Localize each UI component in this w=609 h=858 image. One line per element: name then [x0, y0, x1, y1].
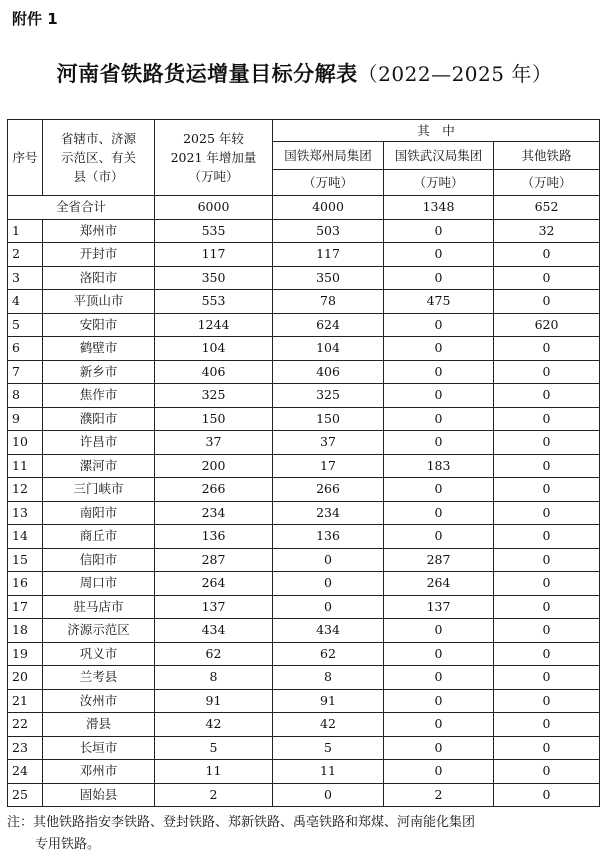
cell-other: 0 — [494, 501, 600, 525]
cell-wuhan: 0 — [384, 619, 494, 643]
cell-increase: 406 — [155, 360, 273, 384]
cell-wuhan: 0 — [384, 431, 494, 455]
cell-wuhan: 0 — [384, 501, 494, 525]
cell-region: 固始县 — [43, 783, 155, 807]
cell-other: 0 — [494, 619, 600, 643]
cell-wuhan: 0 — [384, 384, 494, 408]
total-other: 652 — [494, 196, 600, 220]
cell-region: 开封市 — [43, 243, 155, 267]
cell-wuhan: 0 — [384, 337, 494, 361]
cell-zhengzhou: 0 — [273, 595, 384, 619]
cell-other: 0 — [494, 548, 600, 572]
cell-seq: 14 — [8, 525, 43, 549]
cell-increase: 8 — [155, 666, 273, 690]
cell-zhengzhou: 8 — [273, 666, 384, 690]
cell-seq: 3 — [8, 266, 43, 290]
cell-seq: 6 — [8, 337, 43, 361]
cell-region: 焦作市 — [43, 384, 155, 408]
cell-increase: 200 — [155, 454, 273, 478]
cell-region: 郑州市 — [43, 219, 155, 243]
cell-wuhan: 0 — [384, 313, 494, 337]
table-row — [8, 290, 600, 314]
total-label: 全省合计 — [8, 196, 155, 220]
cell-increase: 266 — [155, 478, 273, 502]
cell-increase: 535 — [155, 219, 273, 243]
cell-wuhan: 183 — [384, 454, 494, 478]
table-row — [8, 243, 600, 267]
header-other: 其他铁路 — [494, 142, 600, 170]
header-other-unit: （万吨） — [494, 170, 600, 196]
cell-region: 安阳市 — [43, 313, 155, 337]
table-header — [8, 120, 600, 196]
header-zhengzhou-unit: （万吨） — [273, 170, 384, 196]
cell-other: 0 — [494, 783, 600, 807]
cell-wuhan: 0 — [384, 360, 494, 384]
cell-increase: 37 — [155, 431, 273, 455]
cell-region: 汝州市 — [43, 689, 155, 713]
cell-region: 三门峡市 — [43, 478, 155, 502]
cell-seq: 25 — [8, 783, 43, 807]
cell-zhengzhou: 266 — [273, 478, 384, 502]
cell-seq: 22 — [8, 713, 43, 737]
cell-seq: 5 — [8, 313, 43, 337]
cell-zhengzhou: 0 — [273, 783, 384, 807]
table-row — [8, 525, 600, 549]
cell-other: 0 — [494, 454, 600, 478]
cell-region: 商丘市 — [43, 525, 155, 549]
table-row — [8, 783, 600, 807]
cell-seq: 23 — [8, 736, 43, 760]
cell-increase: 150 — [155, 407, 273, 431]
cell-other: 0 — [494, 572, 600, 596]
cell-other: 0 — [494, 713, 600, 737]
cell-wuhan: 0 — [384, 243, 494, 267]
cell-zhengzhou: 5 — [273, 736, 384, 760]
cell-region: 新乡市 — [43, 360, 155, 384]
cell-region: 漯河市 — [43, 454, 155, 478]
attachment-label: 附件 1 — [12, 10, 58, 28]
table-row — [8, 736, 600, 760]
cell-other: 0 — [494, 642, 600, 666]
table-row — [8, 666, 600, 690]
cell-other: 0 — [494, 290, 600, 314]
header-region: 省辖市、济源 示范区、有关 县（市） — [43, 120, 155, 196]
cell-other: 0 — [494, 407, 600, 431]
cell-seq: 11 — [8, 454, 43, 478]
cell-zhengzhou: 350 — [273, 266, 384, 290]
cell-region: 长垣市 — [43, 736, 155, 760]
cell-seq: 18 — [8, 619, 43, 643]
header-wuhan-unit: （万吨） — [384, 170, 494, 196]
cell-region: 南阳市 — [43, 501, 155, 525]
cell-region: 许昌市 — [43, 431, 155, 455]
cell-zhengzhou: 78 — [273, 290, 384, 314]
cell-increase: 264 — [155, 572, 273, 596]
cell-seq: 9 — [8, 407, 43, 431]
cell-seq: 17 — [8, 595, 43, 619]
cell-other: 0 — [494, 736, 600, 760]
cell-wuhan: 287 — [384, 548, 494, 572]
cell-increase: 5 — [155, 736, 273, 760]
table-row — [8, 501, 600, 525]
cell-increase: 553 — [155, 290, 273, 314]
cell-seq: 15 — [8, 548, 43, 572]
cell-seq: 1 — [8, 219, 43, 243]
cell-seq: 4 — [8, 290, 43, 314]
table-row — [8, 572, 600, 596]
cell-increase: 1244 — [155, 313, 273, 337]
cell-zhengzhou: 234 — [273, 501, 384, 525]
cell-increase: 434 — [155, 619, 273, 643]
cell-wuhan: 475 — [384, 290, 494, 314]
cell-zhengzhou: 503 — [273, 219, 384, 243]
cell-increase: 136 — [155, 525, 273, 549]
total-wuhan: 1348 — [384, 196, 494, 220]
cell-other: 0 — [494, 689, 600, 713]
title-years: （2022—2025 年） — [357, 62, 553, 86]
cell-other: 0 — [494, 384, 600, 408]
cell-increase: 287 — [155, 548, 273, 572]
cell-zhengzhou: 17 — [273, 454, 384, 478]
cell-other: 0 — [494, 595, 600, 619]
cell-zhengzhou: 624 — [273, 313, 384, 337]
cell-wuhan: 0 — [384, 666, 494, 690]
table-row — [8, 595, 600, 619]
cell-wuhan: 264 — [384, 572, 494, 596]
cell-wuhan: 0 — [384, 478, 494, 502]
footnote-line-2: 专用铁路。 — [35, 837, 101, 852]
cell-other: 0 — [494, 360, 600, 384]
total-increase: 6000 — [155, 196, 273, 220]
freight-target-table — [7, 119, 600, 807]
table-row — [8, 431, 600, 455]
cell-region: 驻马店市 — [43, 595, 155, 619]
cell-zhengzhou: 62 — [273, 642, 384, 666]
table-row — [8, 689, 600, 713]
cell-other: 0 — [494, 266, 600, 290]
cell-zhengzhou: 0 — [273, 572, 384, 596]
page-title — [0, 58, 609, 88]
cell-increase: 42 — [155, 713, 273, 737]
cell-zhengzhou: 91 — [273, 689, 384, 713]
table-row — [8, 313, 600, 337]
cell-seq: 8 — [8, 384, 43, 408]
cell-wuhan: 2 — [384, 783, 494, 807]
cell-zhengzhou: 11 — [273, 760, 384, 784]
cell-region: 洛阳市 — [43, 266, 155, 290]
cell-wuhan: 0 — [384, 266, 494, 290]
cell-wuhan: 0 — [384, 760, 494, 784]
cell-wuhan: 0 — [384, 525, 494, 549]
cell-zhengzhou: 104 — [273, 337, 384, 361]
cell-region: 巩义市 — [43, 642, 155, 666]
cell-wuhan: 0 — [384, 736, 494, 760]
table-row — [8, 266, 600, 290]
cell-zhengzhou: 37 — [273, 431, 384, 455]
cell-increase: 62 — [155, 642, 273, 666]
cell-region: 濮阳市 — [43, 407, 155, 431]
cell-wuhan: 0 — [384, 713, 494, 737]
cell-seq: 16 — [8, 572, 43, 596]
total-row — [8, 196, 600, 220]
cell-other: 32 — [494, 219, 600, 243]
cell-zhengzhou: 42 — [273, 713, 384, 737]
header-zhengzhou: 国铁郑州局集团 — [273, 142, 384, 170]
footnote — [7, 812, 599, 856]
cell-wuhan: 0 — [384, 407, 494, 431]
cell-region: 兰考县 — [43, 666, 155, 690]
cell-zhengzhou: 325 — [273, 384, 384, 408]
cell-region: 平顶山市 — [43, 290, 155, 314]
cell-seq: 20 — [8, 666, 43, 690]
total-zhengzhou: 4000 — [273, 196, 384, 220]
cell-increase: 11 — [155, 760, 273, 784]
cell-other: 0 — [494, 243, 600, 267]
cell-region: 滑县 — [43, 713, 155, 737]
table-row — [8, 548, 600, 572]
cell-seq: 10 — [8, 431, 43, 455]
header-of-which: 其 中 — [273, 120, 600, 142]
cell-wuhan: 0 — [384, 642, 494, 666]
cell-increase: 117 — [155, 243, 273, 267]
cell-wuhan: 137 — [384, 595, 494, 619]
title-main: 河南省铁路货运增量目标分解表 — [56, 62, 358, 86]
table-row — [8, 360, 600, 384]
table-row — [8, 713, 600, 737]
cell-seq: 21 — [8, 689, 43, 713]
cell-wuhan: 0 — [384, 219, 494, 243]
cell-region: 济源示范区 — [43, 619, 155, 643]
cell-region: 信阳市 — [43, 548, 155, 572]
cell-increase: 2 — [155, 783, 273, 807]
cell-other: 0 — [494, 760, 600, 784]
cell-increase: 234 — [155, 501, 273, 525]
cell-increase: 104 — [155, 337, 273, 361]
table-row — [8, 407, 600, 431]
cell-zhengzhou: 434 — [273, 619, 384, 643]
cell-seq: 19 — [8, 642, 43, 666]
cell-seq: 13 — [8, 501, 43, 525]
table-row — [8, 384, 600, 408]
cell-seq: 24 — [8, 760, 43, 784]
table-row — [8, 619, 600, 643]
cell-other: 0 — [494, 478, 600, 502]
cell-zhengzhou: 0 — [273, 548, 384, 572]
cell-other: 0 — [494, 337, 600, 361]
cell-zhengzhou: 150 — [273, 407, 384, 431]
cell-increase: 137 — [155, 595, 273, 619]
table-body — [8, 196, 600, 807]
cell-zhengzhou: 117 — [273, 243, 384, 267]
cell-wuhan: 0 — [384, 689, 494, 713]
cell-region: 周口市 — [43, 572, 155, 596]
cell-zhengzhou: 406 — [273, 360, 384, 384]
cell-other: 0 — [494, 666, 600, 690]
cell-other: 0 — [494, 525, 600, 549]
header-wuhan: 国铁武汉局集团 — [384, 142, 494, 170]
cell-seq: 12 — [8, 478, 43, 502]
cell-seq: 2 — [8, 243, 43, 267]
cell-other: 0 — [494, 431, 600, 455]
cell-increase: 91 — [155, 689, 273, 713]
cell-other: 620 — [494, 313, 600, 337]
cell-seq: 7 — [8, 360, 43, 384]
cell-region: 邓州市 — [43, 760, 155, 784]
table-row — [8, 337, 600, 361]
table-row — [8, 478, 600, 502]
cell-region: 鹤壁市 — [43, 337, 155, 361]
header-seq: 序号 — [8, 120, 43, 196]
cell-increase: 325 — [155, 384, 273, 408]
table-row — [8, 760, 600, 784]
table-row — [8, 642, 600, 666]
table-row — [8, 219, 600, 243]
cell-increase: 350 — [155, 266, 273, 290]
header-increase: 2025 年较 2021 年增加量 （万吨） — [155, 120, 273, 196]
table-row — [8, 454, 600, 478]
cell-zhengzhou: 136 — [273, 525, 384, 549]
footnote-line-1: 注：其他铁路指安李铁路、登封铁路、郑新铁路、禹亳铁路和郑煤、河南能化集团 — [7, 815, 476, 830]
